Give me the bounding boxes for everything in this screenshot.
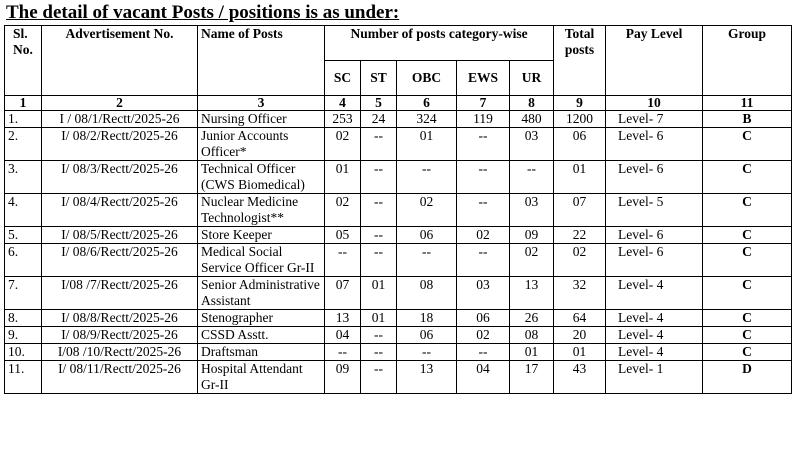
column-number: 3 (198, 96, 325, 111)
header-name-of-posts: Name of Posts (198, 26, 325, 96)
serial-cell: 9. (5, 327, 42, 344)
serial-cell: 4. (5, 194, 42, 227)
table-row (5, 227, 792, 244)
post-name-cell: Junior Accounts Officer* (198, 128, 325, 161)
sc-cell: 09 (325, 361, 361, 394)
total-cell: 02 (554, 244, 606, 277)
st-cell: -- (361, 344, 397, 361)
ews-cell: 03 (457, 277, 510, 310)
sc-cell: 04 (325, 327, 361, 344)
total-cell: 1200 (554, 111, 606, 128)
advertisement-cell: I/ 08/2/Rectt/2025-26 (42, 128, 198, 161)
ur-cell: 17 (510, 361, 554, 394)
group-cell: C (703, 310, 792, 327)
table-row (5, 277, 792, 310)
advertisement-cell: I/08 /7/Rectt/2025-26 (42, 277, 198, 310)
ews-cell: 02 (457, 327, 510, 344)
advertisement-cell: I/ 08/5/Rectt/2025-26 (42, 227, 198, 244)
column-number: 1 (5, 96, 42, 111)
header-sc: SC (325, 61, 361, 96)
st-cell: 01 (361, 310, 397, 327)
group-cell: C (703, 161, 792, 194)
ur-cell: -- (510, 161, 554, 194)
ur-cell: 09 (510, 227, 554, 244)
header-st: ST (361, 61, 397, 96)
st-cell: 24 (361, 111, 397, 128)
ur-cell: 08 (510, 327, 554, 344)
sc-cell: 02 (325, 128, 361, 161)
table-row (5, 194, 792, 227)
sc-cell: 02 (325, 194, 361, 227)
ur-cell: 13 (510, 277, 554, 310)
table-row (5, 361, 792, 394)
table-row (5, 244, 792, 277)
serial-cell: 6. (5, 244, 42, 277)
header-pay-level: Pay Level (606, 26, 703, 96)
pay-level-cell: Level- 6 (606, 128, 703, 161)
obc-cell: 06 (397, 327, 457, 344)
serial-cell: 8. (5, 310, 42, 327)
pay-level-cell: Level- 7 (606, 111, 703, 128)
total-cell: 07 (554, 194, 606, 227)
obc-cell: 324 (397, 111, 457, 128)
obc-cell: -- (397, 244, 457, 277)
total-cell: 64 (554, 310, 606, 327)
obc-cell: -- (397, 161, 457, 194)
group-cell: C (703, 244, 792, 277)
obc-cell: 13 (397, 361, 457, 394)
advertisement-cell: I / 08/1/Rectt/2025-26 (42, 111, 198, 128)
group-cell: C (703, 327, 792, 344)
st-cell: -- (361, 194, 397, 227)
sc-cell: 01 (325, 161, 361, 194)
table-row (5, 111, 792, 128)
serial-cell: 2. (5, 128, 42, 161)
obc-cell: 08 (397, 277, 457, 310)
advertisement-cell: I/ 08/3/Rectt/2025-26 (42, 161, 198, 194)
total-cell: 01 (554, 161, 606, 194)
ews-cell: -- (457, 161, 510, 194)
pay-level-cell: Level- 4 (606, 344, 703, 361)
table-row (5, 161, 792, 194)
pay-level-cell: Level- 4 (606, 277, 703, 310)
st-cell: -- (361, 227, 397, 244)
post-name-cell: Nuclear Medicine Technologist** (198, 194, 325, 227)
pay-level-cell: Level- 6 (606, 161, 703, 194)
obc-cell: 01 (397, 128, 457, 161)
obc-cell: 18 (397, 310, 457, 327)
post-name-cell: CSSD Asstt. (198, 327, 325, 344)
column-number: 11 (703, 96, 792, 111)
ews-cell: 06 (457, 310, 510, 327)
group-cell: C (703, 128, 792, 161)
post-name-cell: Senior Administrative Assistant (198, 277, 325, 310)
sc-cell: 07 (325, 277, 361, 310)
st-cell: -- (361, 161, 397, 194)
serial-cell: 10. (5, 344, 42, 361)
group-cell: C (703, 344, 792, 361)
pay-level-cell: Level- 6 (606, 227, 703, 244)
header-ur: UR (510, 61, 554, 96)
column-number: 2 (42, 96, 198, 111)
total-cell: 43 (554, 361, 606, 394)
advertisement-cell: I/ 08/6/Rectt/2025-26 (42, 244, 198, 277)
post-name-cell: Store Keeper (198, 227, 325, 244)
total-cell: 06 (554, 128, 606, 161)
ur-cell: 01 (510, 344, 554, 361)
total-cell: 22 (554, 227, 606, 244)
serial-cell: 1. (5, 111, 42, 128)
column-number: 9 (554, 96, 606, 111)
serial-cell: 7. (5, 277, 42, 310)
total-cell: 32 (554, 277, 606, 310)
table-row (5, 310, 792, 327)
sc-cell: 05 (325, 227, 361, 244)
advertisement-cell: I/ 08/9/Rectt/2025-26 (42, 327, 198, 344)
ur-cell: 480 (510, 111, 554, 128)
table-row (5, 128, 792, 161)
post-name-cell: Medical Social Service Officer Gr-II (198, 244, 325, 277)
column-number: 7 (457, 96, 510, 111)
advertisement-cell: I/ 08/8/Rectt/2025-26 (42, 310, 198, 327)
serial-cell: 3. (5, 161, 42, 194)
header-total-posts: Total posts (554, 26, 606, 96)
st-cell: 01 (361, 277, 397, 310)
header-ews: EWS (457, 61, 510, 96)
column-number: 4 (325, 96, 361, 111)
ur-cell: 03 (510, 128, 554, 161)
advertisement-cell: I/ 08/11/Rectt/2025-26 (42, 361, 198, 394)
sc-cell: -- (325, 244, 361, 277)
sc-cell: 253 (325, 111, 361, 128)
total-cell: 01 (554, 344, 606, 361)
obc-cell: -- (397, 344, 457, 361)
advertisement-cell: I/ 08/4/Rectt/2025-26 (42, 194, 198, 227)
ur-cell: 02 (510, 244, 554, 277)
ews-cell: -- (457, 244, 510, 277)
ews-cell: 04 (457, 361, 510, 394)
pay-level-cell: Level- 6 (606, 244, 703, 277)
header-category-wise: Number of posts category-wise (325, 26, 554, 61)
st-cell: -- (361, 244, 397, 277)
st-cell: -- (361, 361, 397, 394)
header-advertisement-no: Advertisement No. (42, 26, 198, 96)
pay-level-cell: Level- 1 (606, 361, 703, 394)
ur-cell: 03 (510, 194, 554, 227)
sc-cell: -- (325, 344, 361, 361)
post-name-cell: Stenographer (198, 310, 325, 327)
column-number: 8 (510, 96, 554, 111)
obc-cell: 02 (397, 194, 457, 227)
pay-level-cell: Level- 4 (606, 327, 703, 344)
sc-cell: 13 (325, 310, 361, 327)
serial-cell: 5. (5, 227, 42, 244)
pay-level-cell: Level- 4 (606, 310, 703, 327)
table-row (5, 344, 792, 361)
post-name-cell: Nursing Officer (198, 111, 325, 128)
st-cell: -- (361, 128, 397, 161)
vacancy-table (4, 25, 792, 394)
header-sl-no: Sl. No. (5, 26, 42, 96)
column-number: 6 (397, 96, 457, 111)
ur-cell: 26 (510, 310, 554, 327)
serial-cell: 11. (5, 361, 42, 394)
column-number: 10 (606, 96, 703, 111)
post-name-cell: Technical Officer (CWS Biomedical) (198, 161, 325, 194)
st-cell: -- (361, 327, 397, 344)
group-cell: C (703, 227, 792, 244)
column-number-row (5, 96, 792, 111)
table-row (5, 327, 792, 344)
ews-cell: -- (457, 344, 510, 361)
document-title: The detail of vacant Posts / positions is as under: (6, 2, 400, 23)
group-cell: D (703, 361, 792, 394)
post-name-cell: Draftsman (198, 344, 325, 361)
group-cell: C (703, 194, 792, 227)
post-name-cell: Hospital Attendant Gr-II (198, 361, 325, 394)
header-group: Group (703, 26, 792, 96)
ews-cell: -- (457, 194, 510, 227)
advertisement-cell: I/08 /10/Rectt/2025-26 (42, 344, 198, 361)
total-cell: 20 (554, 327, 606, 344)
ews-cell: -- (457, 128, 510, 161)
ews-cell: 119 (457, 111, 510, 128)
obc-cell: 06 (397, 227, 457, 244)
group-cell: C (703, 277, 792, 310)
pay-level-cell: Level- 5 (606, 194, 703, 227)
column-number: 5 (361, 96, 397, 111)
header-obc: OBC (397, 61, 457, 96)
ews-cell: 02 (457, 227, 510, 244)
group-cell: B (703, 111, 792, 128)
